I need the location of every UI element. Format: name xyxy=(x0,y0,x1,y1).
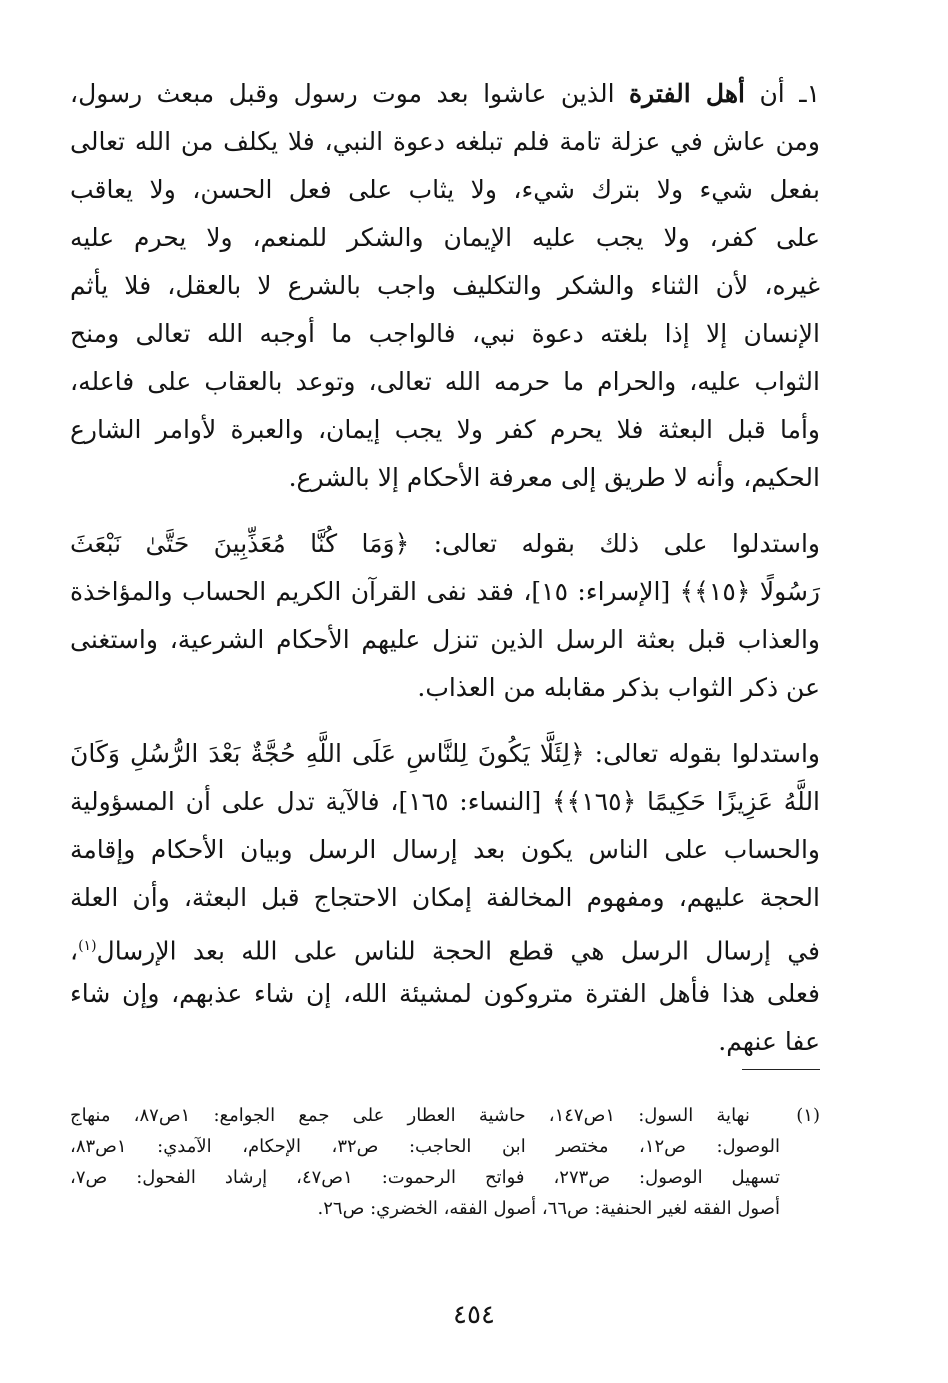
text-line: عن ذكر الثواب بذكر مقابله من العذاب. xyxy=(417,673,820,702)
footnote-line xyxy=(70,1100,820,1131)
paragraph-2 xyxy=(70,520,820,712)
text-line: والحساب على الناس يكون بعد إرسال الرسل وبيان الأحكام وإقامة xyxy=(70,835,820,864)
text-line: وأما قبل البعثة فلا يحرم كفر ولا يجب إيمان، والعبرة لأوامر الشارع xyxy=(70,415,820,444)
paragraph-3 xyxy=(70,730,820,1066)
footnotes xyxy=(70,1100,820,1224)
text-line: الإنسان إلا إذا بلغته دعوة نبي، فالواجب ما أوجبه الله تعالى ومنح xyxy=(70,319,820,348)
text-line: بفعل شيء ولا بترك شيء، ولا يثاب على فعل الحسن، ولا يعاقب xyxy=(70,175,820,204)
footnote-divider xyxy=(742,1069,820,1070)
footnote-line: الوصول: ص١٢، مختصر ابن الحاجب: ص٣٢، الإحكام، الآمدي: ١ص٨٣، xyxy=(70,1136,780,1157)
footnote-line: أصول الفقه لغير الحنفية: ص٦٦، أصول الفقه، الخضري: ص٢٦. xyxy=(317,1198,780,1219)
footnote-text: نهاية السول: ١ص١٤٧، حاشية العطار على جمع الجوامع: ١ص٨٧، منهاج xyxy=(70,1105,750,1126)
text-line: واستدلوا على ذلك بقوله تعالى: ﴿وَمَا كُنَّا مُعَذِّبِينَ حَتَّىٰ نَبْعَثَ xyxy=(70,529,820,558)
text-line: والعذاب قبل بعثة الرسل الذين تنزل عليهم الأحكام الشرعية، واستغنى xyxy=(70,625,820,654)
text-line: رَسُولًا ﴿١٥﴾﴾ [الإسراء: ١٥]، فقد نفى القرآن الكريم الحساب والمؤاخذة xyxy=(70,577,821,606)
bold-term: أهل الفترة xyxy=(629,79,745,108)
text-line: الحكيم، وأنه لا طريق إلى معرفة الأحكام إلا بالشرع. xyxy=(288,463,820,492)
text-line: واستدلوا بقوله تعالى: ﴿لِئَلَّا يَكُونَ لِلنَّاسِ عَلَى اللَّهِ حُجَّةٌ بَعْدَ الرُّسُلِ وَكَانَ xyxy=(70,739,820,768)
text-line-body: في إرسال الرسل هي قطع الحجة للناس على الله بعد الإرسال xyxy=(96,936,820,966)
text-line: الحجة عليهم، ومفهوم المخالفة إمكان الاحتجاج قبل البعثة، وأن العلة xyxy=(70,883,820,912)
punctuation: ، xyxy=(70,936,79,966)
text-line xyxy=(70,70,820,118)
page-number: ٤٥٤ xyxy=(453,1300,495,1330)
text-line: ومن عاش في عزلة تامة فلم تبلغه دعوة النبي، فلا يكلف من الله تعالى xyxy=(70,127,820,156)
list-number: ١ـ أن xyxy=(744,79,820,108)
text-line: غيره، لأن الثناء والشكر والتكليف واجب بالشرع لا بالعقل، فلا يأثم xyxy=(70,271,820,300)
text-line: عفا عنهم. xyxy=(718,1027,820,1056)
main-text xyxy=(70,70,820,1066)
text-line xyxy=(70,922,820,970)
text-line: اللَّهُ عَزِيزًا حَكِيمًا ﴿١٦٥﴾﴾ [النساء: ١٦٥]، فالآية تدل على أن المسؤولية xyxy=(70,787,821,816)
text-line-rest: الذين عاشوا بعد موت رسول وقبل مبعث رسول، xyxy=(70,79,630,108)
footnote-reference[interactable]: (١) xyxy=(78,938,97,954)
text-line: فعلى هذا فأهل الفترة متروكون لمشيئة الله، إن شاء عذبهم، وإن شاء xyxy=(70,979,820,1008)
footnote-number: (١) xyxy=(796,1105,820,1126)
footnote-line: تسهيل الوصول: ص٢٧٣، فواتح الرحموت: ١ص٤٧، إرشاد الفحول: ص٧، xyxy=(70,1167,780,1188)
paragraph-1 xyxy=(70,70,820,502)
text-line: الثواب عليه، والحرام ما حرمه الله تعالى، وتوعد بالعقاب على فاعله، xyxy=(70,367,820,396)
text-line: على كفر، ولا يجب عليه الإيمان والشكر للمنعم، ولا يحرم عليه xyxy=(70,223,820,252)
